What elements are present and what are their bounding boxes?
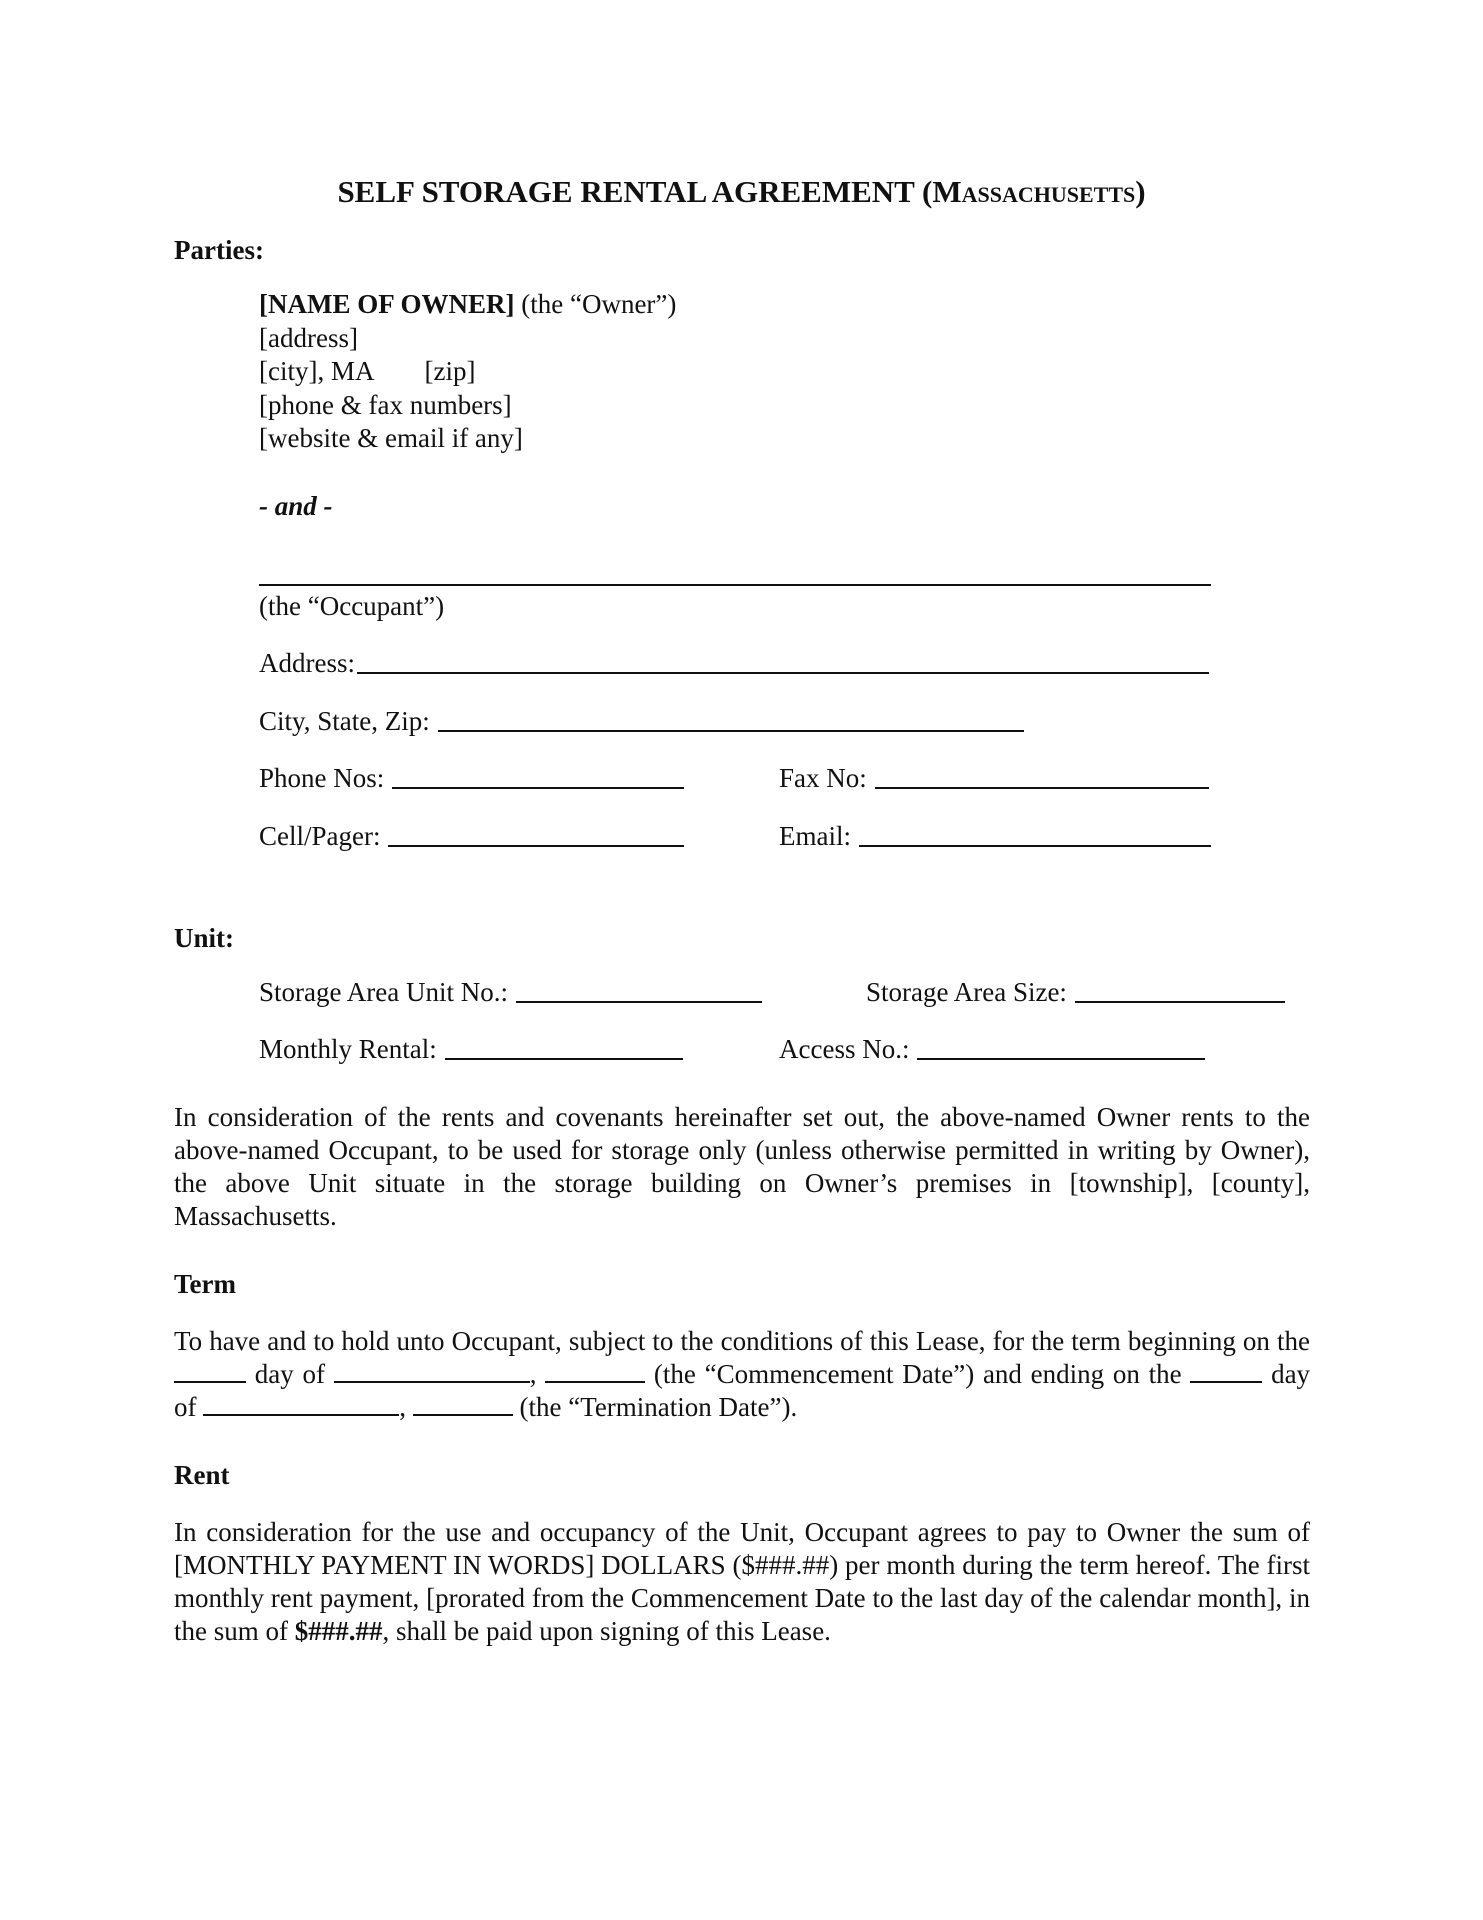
email-field[interactable] [859, 821, 1211, 847]
city-state-zip-label: City, State, Zip: [259, 706, 430, 736]
city-state-zip-field[interactable] [438, 706, 1024, 732]
owner-name-line [259, 288, 676, 322]
consideration-paragraph: In consideration of the rents and covenants hereinafter set out, the above-named Owner rents to the above-named Occupant, to be used for storage only (unless otherwise permitted in writing by Owner), the above Unit situate in the storage building on Owner’s premises in [township], [county], Massachusetts. [174, 1102, 1310, 1231]
address-label: Address: [259, 648, 355, 678]
rental-field[interactable] [445, 1034, 683, 1060]
term-end-month-field[interactable] [203, 1394, 399, 1416]
occupant-label: (the “Occupant”) [259, 591, 445, 621]
cell-label: Cell/Pager: [259, 821, 381, 851]
rent-text-2: , shall be paid upon signing of this Lease. [382, 1616, 831, 1646]
owner-block [259, 288, 676, 456]
owner-label: (the “Owner”) [514, 289, 677, 319]
rent-text-1: In consideration for the use and occupancy of the Unit, Occupant agrees to pay to Owner the sum of [MONTHLY PAYMENT IN WORDS] DOLLARS ($###.##) per month during the term hereof. The first monthly rent payment, [prorated from the Commencement Date to the last day of the calendar month], in the sum of [174, 1517, 1310, 1646]
city-state-zip-row [259, 705, 1024, 738]
term-paragraph [174, 1325, 1310, 1424]
term-start-day-field[interactable] [174, 1361, 246, 1383]
owner-phone-fax: [phone & fax numbers] [259, 389, 512, 420]
rent-paragraph [174, 1516, 1310, 1648]
term-comma-2: , [399, 1392, 406, 1422]
phone-label: Phone Nos: [259, 763, 385, 793]
term-end-year-field[interactable] [413, 1394, 513, 1416]
rental-label: Monthly Rental: [259, 1034, 437, 1064]
parties-heading: Parties: [174, 235, 264, 265]
term-day-of-2: day of [174, 1359, 1311, 1422]
rent-amount: $###.## [294, 1616, 383, 1646]
term-termination: (the “Termination Date”). [519, 1392, 798, 1422]
occupant-name-field[interactable] [259, 584, 1211, 586]
size-row [866, 976, 1285, 1009]
term-start-month-field[interactable] [334, 1361, 530, 1383]
cell-row [259, 820, 684, 853]
document-title [0, 172, 1483, 212]
fax-row [779, 762, 1209, 795]
unit-no-label: Storage Area Unit No.: [259, 977, 508, 1007]
access-field[interactable] [917, 1034, 1205, 1060]
unit-heading: Unit: [174, 923, 234, 953]
address-row [259, 647, 1209, 680]
term-end-day-field[interactable] [1190, 1361, 1262, 1383]
unit-no-row [259, 976, 762, 1009]
rent-heading: Rent [174, 1460, 230, 1490]
term-day-of-1: day of [254, 1359, 325, 1389]
title-main: SELF STORAGE RENTAL AGREEMENT [337, 174, 915, 209]
term-start-year-field[interactable] [545, 1361, 645, 1383]
owner-city-state: [city], MA [259, 356, 375, 386]
owner-name: [NAME OF OWNER] [259, 289, 515, 319]
term-comma-1: , [529, 1359, 537, 1389]
owner-website-email: [website & email if any] [259, 423, 523, 453]
size-label: Storage Area Size: [866, 977, 1067, 1007]
owner-address: [address] [259, 322, 358, 353]
term-text-1: To have and to hold unto Occupant, subject to the conditions of this Lease, for the term beginning on the [174, 1326, 1310, 1356]
phone-row [259, 762, 684, 795]
term-heading: Term [174, 1269, 236, 1299]
owner-zip: [zip] [424, 356, 476, 386]
and-separator: - and - [259, 491, 333, 521]
email-label: Email: [779, 821, 851, 851]
fax-field[interactable] [875, 763, 1209, 789]
address-field[interactable] [357, 648, 1209, 674]
cell-field[interactable] [388, 821, 684, 847]
fax-label: Fax No: [779, 763, 867, 793]
unit-no-field[interactable] [516, 977, 762, 1003]
phone-field[interactable] [392, 763, 684, 789]
term-commencement: (the “Commencement Date”) and ending on the [653, 1359, 1182, 1389]
size-field[interactable] [1075, 977, 1285, 1003]
title-state: (Massachusetts) [922, 174, 1146, 209]
email-row [779, 820, 1211, 853]
access-label: Access No.: [779, 1034, 910, 1064]
rental-row [259, 1033, 683, 1066]
access-row [779, 1033, 1205, 1066]
owner-city-line [259, 355, 676, 389]
